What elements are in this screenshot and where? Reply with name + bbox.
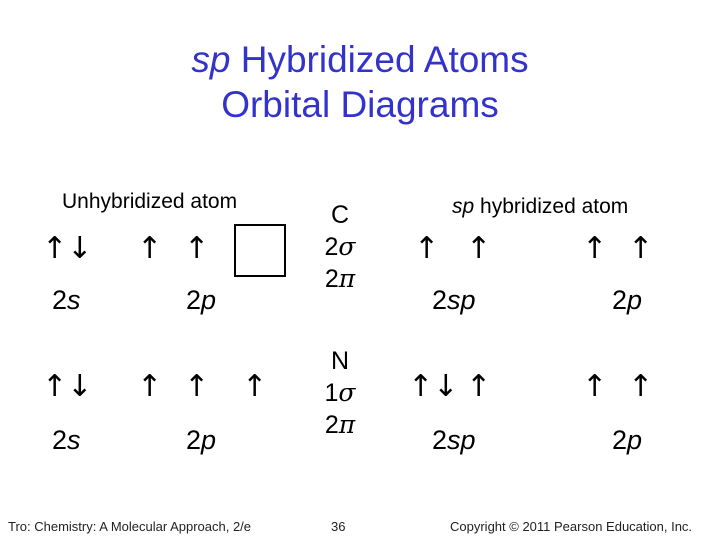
carbon-hyb-2p-num: 2 xyxy=(612,285,628,315)
nitrogen-unhyb-2s-letter: s xyxy=(67,425,81,455)
nitrogen-element-symbol: N xyxy=(330,347,350,375)
nitrogen-unhyb-2s-num: 2 xyxy=(52,425,68,455)
pi-symbol: π xyxy=(338,410,356,439)
carbon-hyb-2sp-box-2 xyxy=(460,226,512,276)
nitrogen-unhyb-2s-label xyxy=(52,424,81,456)
nitrogen-unhyb-2p-box-1 xyxy=(129,364,181,414)
nitrogen-hyb-2p-num: 2 xyxy=(612,425,628,455)
carbon-hyb-2p-arrow-2: ↑ xyxy=(628,231,654,266)
carbon-hyb-2p-box-2 xyxy=(626,226,678,276)
nitrogen-unhyb-2p-letter: p xyxy=(201,425,217,455)
nitrogen-sigma-bonds xyxy=(300,377,380,409)
nitrogen-unhyb-2s-arrows: ↑↓ xyxy=(42,369,93,404)
carbon-hyb-2p-letter: p xyxy=(627,285,643,315)
carbon-pi-bonds xyxy=(300,263,380,295)
nitrogen-hyb-2p-box-1 xyxy=(574,364,626,414)
carbon-unhyb-2p-box-2 xyxy=(182,226,234,276)
carbon-hyb-2sp-box-1 xyxy=(406,226,458,276)
nitrogen-hyb-2sp-box-1 xyxy=(406,364,458,414)
unhybridized-heading: Unhybridized atom xyxy=(62,190,238,213)
carbon-unhyb-2p-arrow-1: ↑ xyxy=(137,231,163,266)
carbon-unhyb-2p-box-3-empty xyxy=(234,224,286,277)
nitrogen-hyb-2p-label xyxy=(612,424,642,456)
nitrogen-hyb-2p-letter: p xyxy=(627,425,643,455)
nitrogen-sigma-count: 1 xyxy=(324,379,339,407)
carbon-hyb-2p-box-1 xyxy=(574,226,626,276)
footer-source: Tro: Chemistry: A Molecular Approach, 2/e xyxy=(8,519,252,534)
carbon-hyb-2p-arrow-1: ↑ xyxy=(582,231,608,266)
title-rest: Hybridized Atoms xyxy=(230,39,529,80)
footer-copyright: Copyright © 2011 Pearson Education, Inc. xyxy=(450,519,693,534)
nitrogen-unhyb-2p-arrow-2: ↑ xyxy=(184,369,210,404)
nitrogen-hyb-2sp-arrow-2: ↑ xyxy=(466,369,492,404)
carbon-unhyb-2s-box xyxy=(40,226,92,276)
carbon-unhyb-2p-label xyxy=(186,284,216,316)
hybridized-heading-rest: hybridized atom xyxy=(474,195,629,218)
carbon-hyb-2sp-arrow-1: ↑ xyxy=(414,231,440,266)
carbon-bond-summary xyxy=(300,200,380,295)
nitrogen-unhyb-2p-label xyxy=(186,424,216,456)
nitrogen-bond-summary xyxy=(300,346,380,441)
carbon-unhyb-2p-num: 2 xyxy=(186,285,202,315)
carbon-unhyb-2s-arrows: ↑↓ xyxy=(42,231,93,266)
carbon-unhyb-2p-box-1 xyxy=(129,226,181,276)
pi-symbol: π xyxy=(338,264,356,293)
footer-page-number: 36 xyxy=(331,519,346,534)
nitrogen-unhyb-2p-box-2 xyxy=(182,364,234,414)
carbon-sigma-count: 2 xyxy=(324,233,339,261)
carbon-hyb-2p-label xyxy=(612,284,642,316)
slide-title-line2: Orbital Diagrams xyxy=(221,84,499,125)
carbon-element-symbol: C xyxy=(330,201,350,229)
title-sp-italic: sp xyxy=(191,39,231,80)
nitrogen-pi-count: 2 xyxy=(324,411,339,439)
carbon-unhyb-2p-arrow-2: ↑ xyxy=(184,231,210,266)
nitrogen-unhyb-2s-box xyxy=(40,364,92,414)
nitrogen-hyb-2sp-arrows-1: ↑↓ xyxy=(408,369,459,404)
carbon-hyb-2sp-letter: sp xyxy=(447,285,476,315)
carbon-sigma-bonds xyxy=(300,231,380,263)
carbon-pi-count: 2 xyxy=(324,265,339,293)
nitrogen-hyb-2sp-label xyxy=(432,424,476,456)
slide-title-line1 xyxy=(0,38,720,82)
hybridized-heading-sp: sp xyxy=(452,195,475,218)
carbon-unhyb-2s-letter: s xyxy=(67,285,81,315)
carbon-hyb-2sp-label xyxy=(432,284,476,316)
nitrogen-unhyb-2p-box-3 xyxy=(234,364,286,414)
nitrogen-pi-bonds xyxy=(300,409,380,441)
nitrogen-hyb-2sp-letter: sp xyxy=(447,425,476,455)
nitrogen-unhyb-2p-num: 2 xyxy=(186,425,202,455)
carbon-hyb-2sp-num: 2 xyxy=(432,285,448,315)
carbon-unhyb-2p-letter: p xyxy=(201,285,217,315)
sigma-symbol: σ xyxy=(338,232,356,261)
nitrogen-unhyb-2p-arrow-1: ↑ xyxy=(137,369,163,404)
sigma-symbol: σ xyxy=(338,378,356,407)
hybridized-heading xyxy=(452,195,628,219)
carbon-unhyb-2s-num: 2 xyxy=(52,285,68,315)
nitrogen-hyb-2p-arrow-1: ↑ xyxy=(582,369,608,404)
nitrogen-hyb-2sp-box-2 xyxy=(460,364,512,414)
nitrogen-hyb-2p-arrow-2: ↑ xyxy=(628,369,654,404)
nitrogen-hyb-2sp-num: 2 xyxy=(432,425,448,455)
carbon-hyb-2sp-arrow-2: ↑ xyxy=(466,231,492,266)
nitrogen-hyb-2p-box-2 xyxy=(626,364,678,414)
carbon-unhyb-2s-label xyxy=(52,284,81,316)
nitrogen-unhyb-2p-arrow-3: ↑ xyxy=(242,369,268,404)
